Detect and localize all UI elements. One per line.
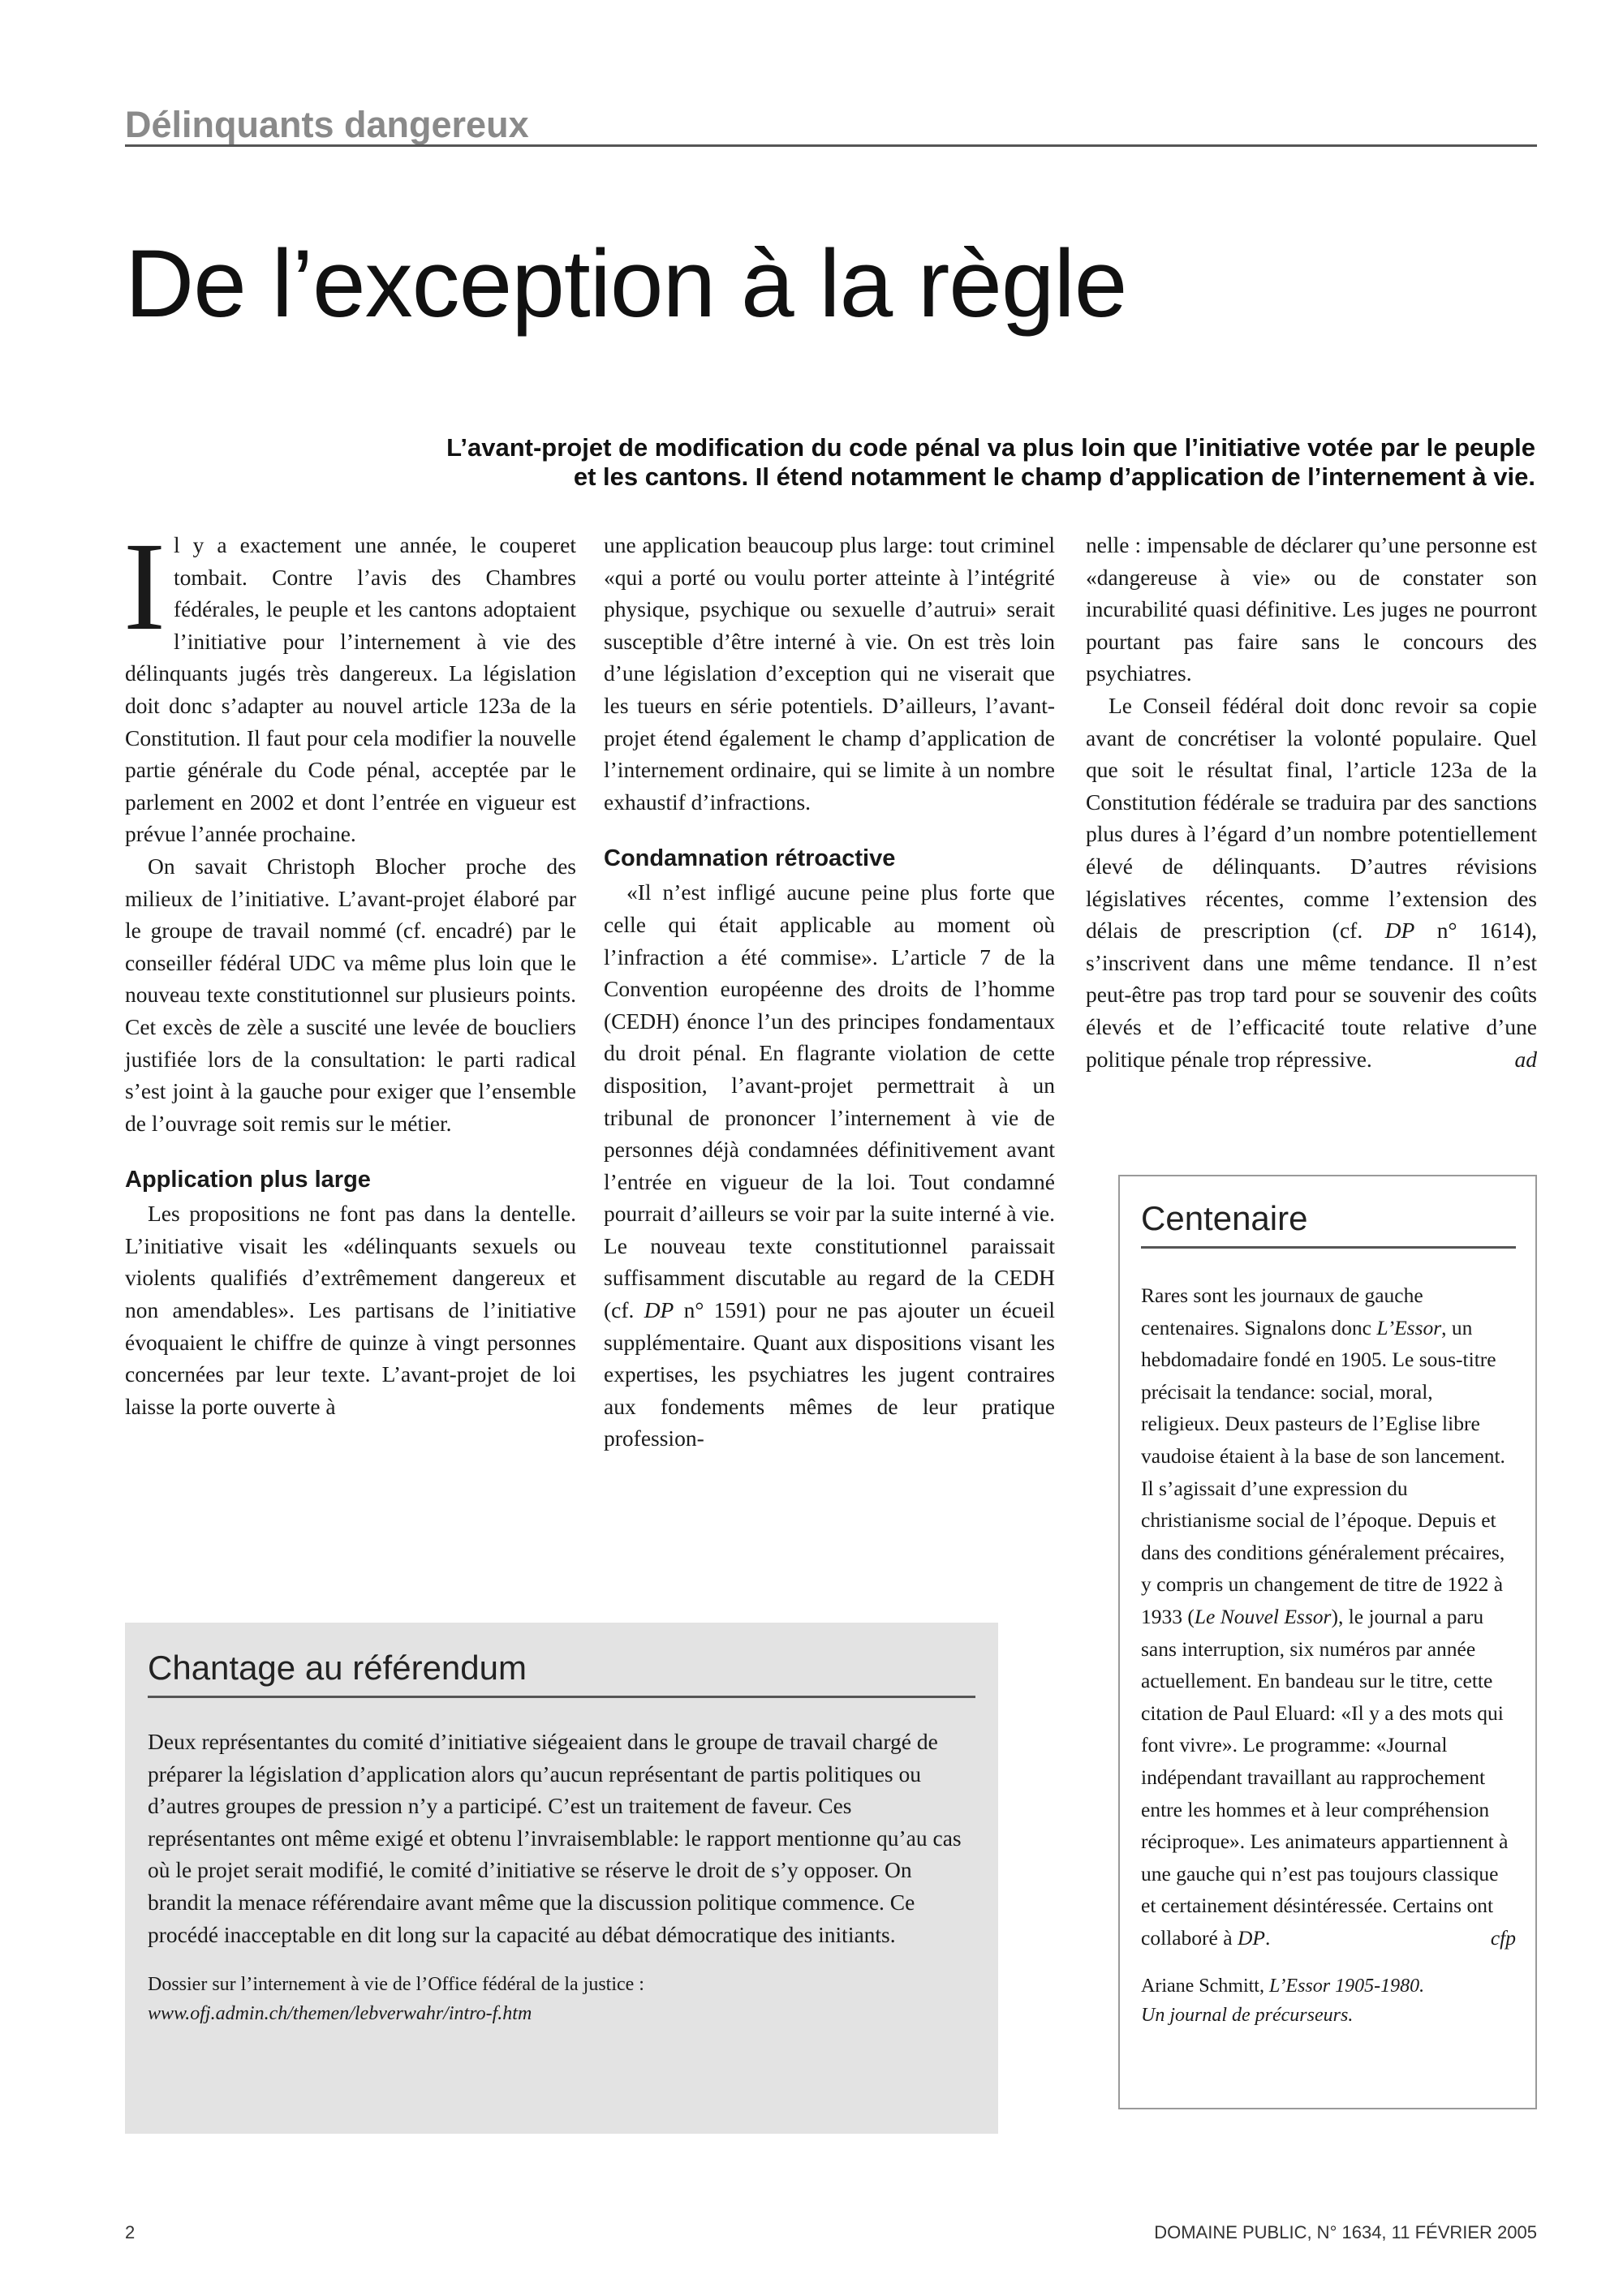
page-number: 2 [125, 2222, 136, 2242]
lede-line-2: et les cantons. Il étend notamment le champ d’application de l’internement à vie. [573, 462, 1535, 491]
article-subheading: Condamnation rétroactive [604, 845, 896, 872]
box-text: Deux représentantes du comité d’initiative siégeaient dans le groupe de travail chargé de préparer la législation d’application alors qu’aucun représentant de partis politiques ou d’autres groupes de pression n’y a participé. C’est un traitement de faveur. Ces représentantes ont même exigé et obtenu l’invraisemblable: le rapport mentionne qu’au cas où le projet serait modifié, le comité d’initiative se réserve le droit de s’y opposer. On brandit la menace référendaire avant même que la discussion politique commence. Ce procédé inacceptable en dit long sur la capacité au débat démocratique des initiants. [148, 1729, 962, 1947]
article-paragraph: Les propositions ne font pas dans la dentelle. L’initiative visait les «délinquants sexuels ou violents qualifiés d’extrêmement dangereux et non amendables». Les partisans de l’initiative évoquaient le chiffre de quinze à vingt personnes concernées par leur texte. L’avant-projet de loi laisse la porte ouverte à [125, 1201, 576, 1419]
lede [211, 433, 1535, 492]
box-title: Chantage au référendum [148, 1647, 975, 1698]
box-reference: Dossier sur l’internement à vie de l’Office fédéral de la justice : www.ofj.admin.ch/themen/lebverwahr/intro-f.htm [148, 1974, 644, 2025]
box-title: Centenaire [1141, 1197, 1516, 1249]
lede-line-1: L’avant-projet de modification du code pénal va plus loin que l’initiative votée par le peuple [446, 433, 1535, 462]
publication-info: DOMAINE PUBLIC, N° 1634, 11 FÉVRIER 2005 [1154, 2222, 1537, 2242]
author-signature: ad [1514, 1046, 1537, 1072]
headline: De l’exception à la règle [125, 230, 1127, 338]
article-column-2 [604, 529, 1055, 1455]
article-paragraph: Le Conseil fédéral doit donc revoir sa copie avant de concrétiser la volonté populaire. Quel que soit le résultat final, l’article 123a de la Constitution fédérale se traduira par des sanctions plus dures à l’égard d’un nombre potentiellement élevé de délinquants. D’autres révisions législatives récentes, comme l’extension des délais de prescription (cf. DP n° 1614), s’inscrivent dans une même tendance. Il n’est peut-être pas trop tard pour se souvenir des coûts élevés et de l’efficacité toute relative d’une politique pénale trop répressive. ad [1086, 690, 1537, 1075]
article-paragraph-continued: une application beaucoup plus large: tout criminel «qui a porté ou voulu porter atteinte à l’intégrité physique, psychique ou sexuelle d’autrui» serait susceptible d’être interné à vie. On est très loin d’une législation d’exception qui ne viserait que les tueurs en série potentiels. D’ailleurs, l’avant-projet étend également le champ d’application de l’internement ordinaire, qui se limite à un nombre exhaustif d’infractions. [604, 532, 1055, 815]
box-text: Rares sont les journaux de gauche centenaires. Signalons donc L’Essor, un hebdomadaire fondé en 1905. Le sous-titre précisait la tendance: social, moral, religieux. Deux pasteurs de l’Eglise libre vaudoise étaient à la base de son lancement. Il s’agissait d’une expression du christianisme social de l’époque. Depuis et dans des conditions généralement précaires, y compris un changement de titre de 1922 à 1933 (Le Nouvel Essor), le journal a paru sans interruption, six numéros par année actuellement. En bandeau sur le titre, cette citation de Paul Eluard: «Il y a des mots qui font vivre». Le programme: «Journal indépendant travaillant au rapprochement entre les hommes et à leur compréhension réciproque». Les animateurs appartiennent à une gauche qui n’est pas toujours classique et certainement désintéressée. Certains ont collaboré à DP. cfp [1141, 1279, 1516, 1954]
article-paragraph: Il y a exactement une année, le couperet tombait. Contre l’avis des Chambres fédérales, le peuple et les cantons adoptaient l’initiative pour l’internement à vie des délinquants jugés très dangereux. La législation doit donc s’adapter au nouvel article 123a de la Constitution. Il faut pour cela modifier la nouvelle partie générale du Code pénal, acceptée par le parlement en 2002 et dont l’entrée en vigueur est prévue l’année prochaine. [123, 516, 576, 847]
sidebar-box-centenaire [1118, 1175, 1537, 2109]
author-signature: cfp [1490, 1925, 1516, 1950]
article-paragraph-continued: nelle : impensable de déclarer qu’une personne est «dangereuse à vie» ou de constater son incurabilité quasi définitive. Les juges ne pourront pourtant pas faire sans le concours des psychiatres. [1086, 532, 1537, 686]
drop-cap: I [123, 516, 166, 656]
article-column-3 [1086, 529, 1537, 1075]
box-reference: Ariane Schmitt, L’Essor 1905-1980. Un journal de précurseurs. [1141, 1976, 1425, 2027]
article-subheading: Application plus large [125, 1167, 371, 1193]
article-paragraph: On savait Christoph Blocher proche des milieux de l’initiative. L’avant-projet élaboré par le groupe de travail nommé (cf. encadré) par le conseiller fédéral UDC va même plus loin que le nouveau texte constitutionnel sur plusieurs points. Cet excès de zèle a suscité une levée de boucliers justifiée lors de la consultation: le parti radical s’est joint à la gauche pour exiger que l’ensemble de l’ouvrage soit remis sur le métier. [125, 853, 576, 1136]
article-column-1 [123, 516, 576, 1422]
sidebar-box-chantage [125, 1623, 998, 2134]
section-label: Délinquants dangereux [125, 102, 1537, 147]
reference-url[interactable]: www.ofj.admin.ch/themen/lebverwahr/intro-f.htm [148, 2003, 532, 2025]
article-paragraph: «Il n’est infligé aucune peine plus forte que celle qui était applicable au moment où l’infraction a été commise». L’article 7 de la Convention européenne des droits de l’homme (CEDH) énonce l’un des principes fondamentaux du droit pénal. En flagrante violation de cette disposition, l’avant-projet permettrait à un tribunal de prononcer l’internement à vie de personnes déjà condamnées définitivement avant l’entrée en vigueur de la loi. Tout condamné pourrait d’ailleurs se voir par la suite interné à vie. Le nouveau texte constitutionnel paraissait suffisamment discutable au regard de la CEDH (cf. DP n° 1591) pour ne pas ajouter un écueil supplémentaire. Quant aux dispositions visant les expertises, les psychiatres les jugent contraires aux fondements mêmes de leur pratique profession- [604, 879, 1055, 1451]
